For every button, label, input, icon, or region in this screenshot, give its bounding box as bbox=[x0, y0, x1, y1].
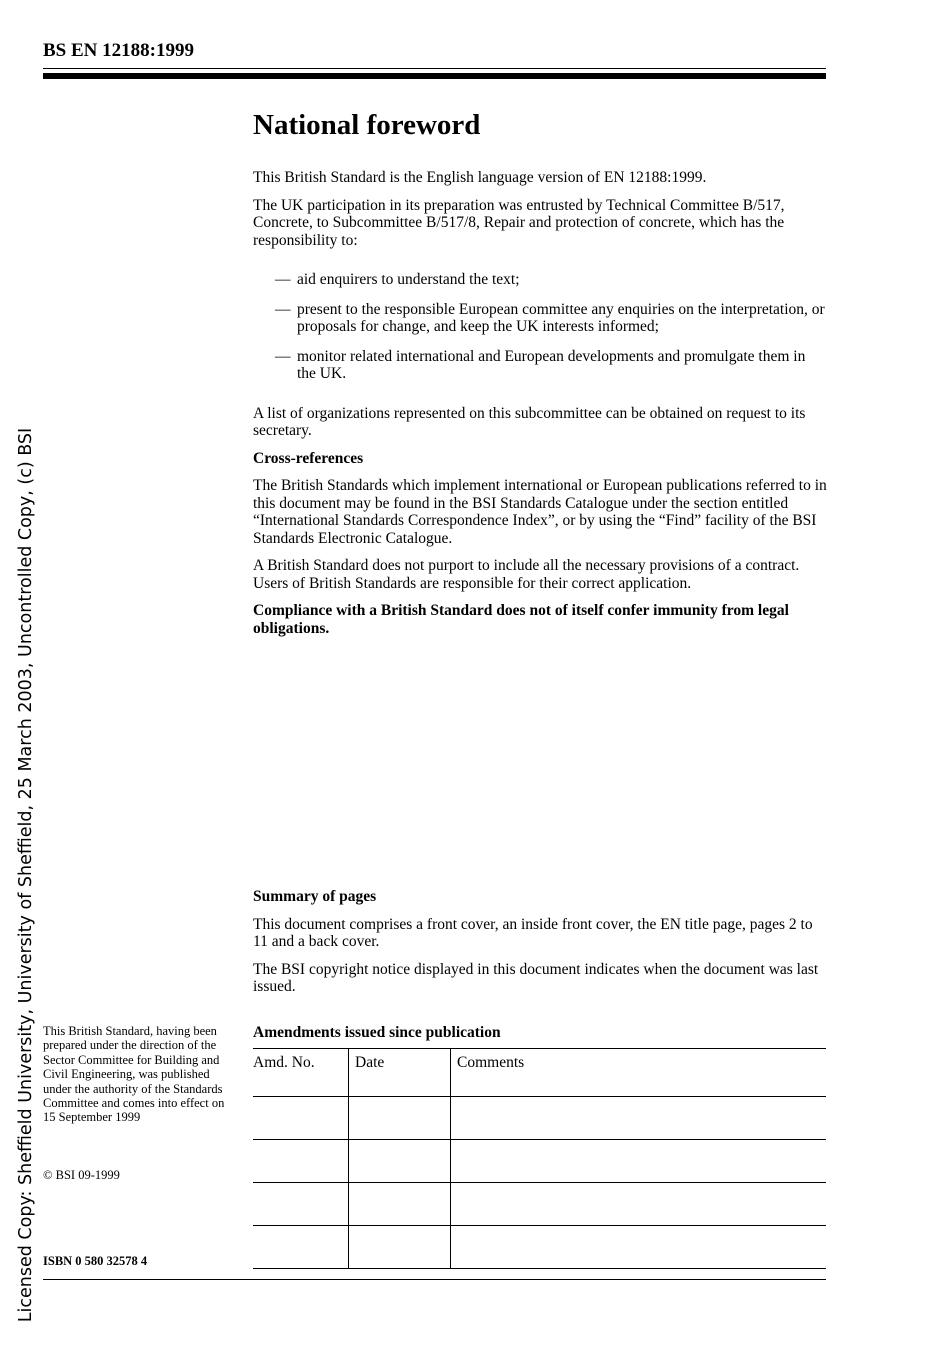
column-amd-no: Amd. No. bbox=[253, 1049, 349, 1097]
cross-references-paragraph: The British Standards which implement international or European publications referred to in this document may be found in the BSI Standards Catalogue under the section entitled “International Standards Correspondence Index”, or by using the “Find” facility of the BSI Standards Electronic Catalogue. bbox=[253, 477, 827, 547]
header-rule-thin bbox=[43, 68, 826, 69]
page-title: National foreword bbox=[253, 109, 481, 141]
compliance-statement: Compliance with a British Standard does not of itself confer immunity from legal obligations. bbox=[253, 602, 789, 637]
summary-of-pages bbox=[253, 888, 827, 1006]
header-rule-thick bbox=[43, 73, 826, 79]
national-foreword bbox=[253, 108, 827, 647]
copyright-notice-paragraph: The BSI copyright notice displayed in this document indicates when the document was last issued. bbox=[253, 960, 819, 995]
publication-note: This British Standard, having been prepared under the direction of the Sector Committee for Building and Civil Engineering, was published under the authority of the Standards Committee and comes into effect on 15 September 1999 bbox=[43, 1024, 225, 1125]
organizations-paragraph: A list of organizations represented on this subcommittee can be obtained on request to its secretary. bbox=[253, 404, 806, 439]
dash-marker: — bbox=[275, 347, 291, 365]
list-item: — aid enquirers to understand the text; bbox=[275, 271, 520, 288]
responsibility-list bbox=[253, 271, 827, 383]
document-code: BS EN 12188:1999 bbox=[43, 40, 194, 61]
dash-marker: — bbox=[275, 271, 291, 288]
copyright-line: © BSI 09-1999 bbox=[43, 1168, 120, 1182]
dash-marker: — bbox=[275, 300, 291, 318]
table-row bbox=[253, 1226, 826, 1269]
cross-references-heading: Cross-references bbox=[253, 449, 364, 467]
amendments-table bbox=[253, 1048, 826, 1269]
participation-paragraph: The UK participation in its preparation was entrusted by Technical Committee B/517, Concrete, to Subcommittee B/517/8, Repair and protection of concrete, which has the responsibility to: bbox=[253, 196, 785, 249]
list-item: — present to the responsible European committee any enquiries on the interpretation, or proposals for change, and keep the UK interests informed; bbox=[275, 300, 825, 335]
footer-rule bbox=[43, 1279, 826, 1280]
table-row bbox=[253, 1183, 826, 1226]
isbn: ISBN 0 580 32578 4 bbox=[43, 1254, 148, 1268]
summary-heading: Summary of pages bbox=[253, 888, 377, 905]
license-watermark: Licensed Copy: Sheffield University, University of Sheffield, 25 March 2003, Uncontrolled Copy, (c) BSI bbox=[16, 427, 36, 1323]
list-item: — monitor related international and European developments and promulgate them in the UK. bbox=[275, 347, 806, 382]
contract-paragraph: A British Standard does not purport to include all the necessary provisions of a contract. Users of British Standards are responsible for their correct application. bbox=[253, 557, 800, 592]
summary-paragraph: This document comprises a front cover, an inside front cover, the EN title page, pages 2 to 11 and a back cover. bbox=[253, 915, 813, 950]
intro-paragraph: This British Standard is the English language version of EN 12188:1999. bbox=[253, 169, 707, 186]
column-date: Date bbox=[349, 1049, 451, 1097]
table-row bbox=[253, 1140, 826, 1183]
column-comments: Comments bbox=[451, 1049, 827, 1097]
amendments-title: Amendments issued since publication bbox=[253, 1024, 501, 1041]
table-header-row bbox=[253, 1049, 826, 1097]
table-row bbox=[253, 1097, 826, 1140]
